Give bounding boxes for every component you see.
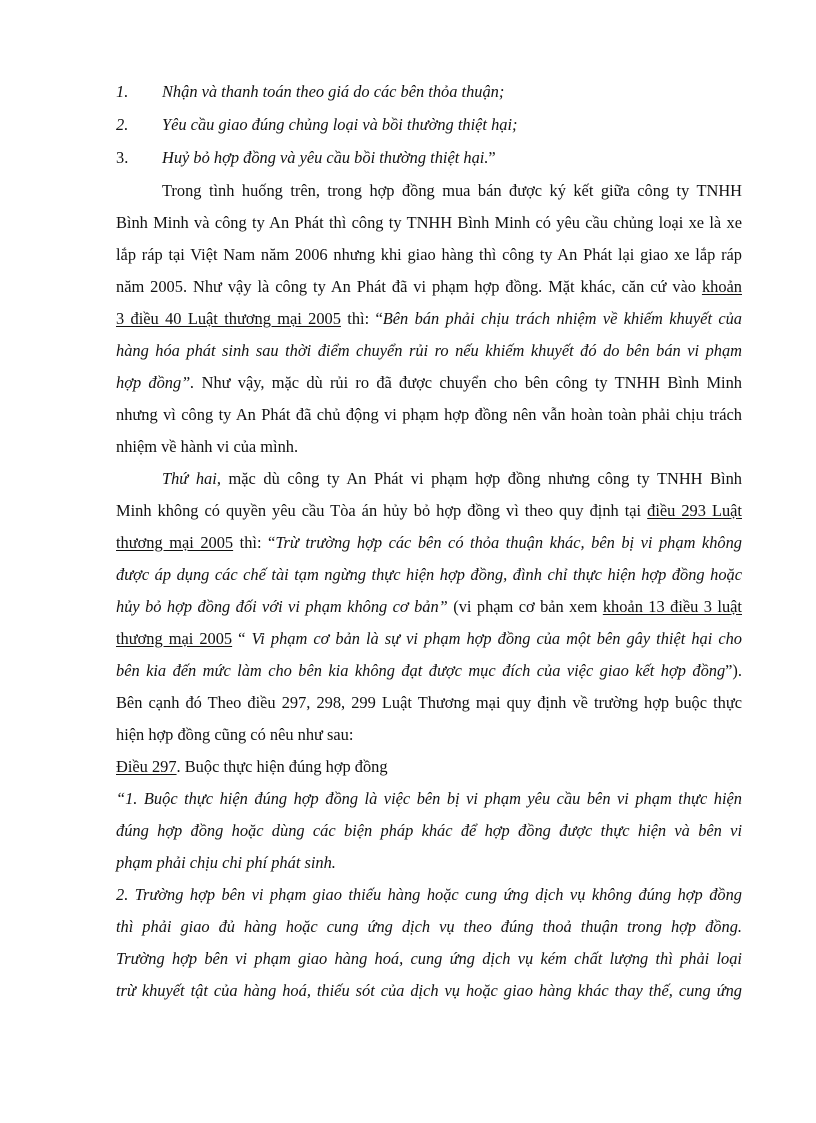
list-number: 3. bbox=[116, 148, 129, 167]
article-heading: Điều 297. Buộc thực hiện đúng hợp đồng bbox=[116, 757, 388, 776]
clause-line: phạm phải chịu chi phí phát sinh. bbox=[116, 853, 336, 872]
paragraph-line: thương mại 2005 “ Vi phạm cơ bản là sự vi phạm hợp đồng của một bên gây thiệt hại cho bbox=[116, 629, 742, 648]
clause-line: đúng hợp đồng hoặc dùng các biện pháp khác để hợp đồng được thực hiện và bên vi bbox=[116, 821, 742, 840]
law-reference-link[interactable]: khoản bbox=[701, 277, 742, 296]
paragraph-line: thương mại 2005 thì: “Trừ trường hợp các bên có thỏa thuận khác, bên bị vi phạm không bbox=[116, 533, 742, 552]
paragraph-line: hủy bỏ hợp đồng đối với vi phạm không cơ bản” (vi phạm cơ bản xem khoản 13 điều 3 luật bbox=[116, 597, 742, 616]
clause-line: thì phải giao đủ hàng hoặc cung ứng dịch vụ theo đúng thoả thuận trong hợp đồng. bbox=[116, 917, 742, 936]
list-item: Yêu cầu giao đúng chủng loại và bồi thường thiệt hại; bbox=[162, 115, 518, 134]
law-reference-link[interactable]: 3 điều 40 Luật thương mại 2005 bbox=[116, 309, 341, 328]
paragraph-line: Bên cạnh đó Theo điều 297, 298, 299 Luật Thương mại quy định về trường hợp buộc thực bbox=[116, 693, 742, 712]
paragraph-line: Thứ hai, mặc dù công ty An Phát vi phạm hợp đồng nhưng công ty TNHH Bình bbox=[162, 469, 742, 488]
law-reference-link[interactable]: khoản 13 điều 3 luật bbox=[602, 597, 742, 616]
paragraph-line: hàng hóa phát sinh sau thời điểm chuyển rủi ro nếu khiếm khuyết đó do bên bán vi phạm bbox=[116, 341, 742, 360]
law-reference-link[interactable]: điều 293 Luật bbox=[647, 501, 742, 520]
paragraph-line: 3 điều 40 Luật thương mại 2005 thì: “Bên bán phải chịu trách nhiệm về khiếm khuyết của bbox=[116, 309, 742, 328]
list-number: 1. bbox=[116, 82, 129, 101]
paragraph-line: hợp đồng”. Như vậy, mặc dù rủi ro đã được chuyển cho bên công ty TNHH Bình Minh bbox=[116, 373, 742, 392]
paragraph-line: bên kia đến mức làm cho bên kia không đạt được mục đích của việc giao kết hợp đồng”). bbox=[116, 661, 742, 680]
article-reference-link[interactable]: Điều 297 bbox=[116, 757, 177, 776]
clause-line: 2. Trường hợp bên vi phạm giao thiếu hàng hoặc cung ứng dịch vụ không đúng hợp đồng bbox=[116, 885, 742, 904]
paragraph-line: năm 2005. Như vậy là công ty An Phát đã vi phạm hợp đồng. Mặt khác, căn cứ vào khoản bbox=[116, 277, 742, 296]
paragraph-line: hiện hợp đồng cũng có nêu như sau: bbox=[116, 725, 354, 744]
list-item: Huỷ bỏ hợp đồng và yêu cầu bồi thường thiệt hại.” bbox=[162, 148, 496, 167]
law-reference-link[interactable]: thương mại 2005 bbox=[116, 629, 233, 648]
clause-line: Trường hợp bên vi phạm giao hàng hoá, cung ứng dịch vụ kém chất lượng thì phải loại bbox=[116, 949, 742, 968]
clause-line: “1. Buộc thực hiện đúng hợp đồng là việc bên bị vi phạm yêu cầu bên vi phạm thực hiện bbox=[116, 789, 742, 808]
paragraph-line: nhưng vì công ty An Phát đã chủ động vi phạm hợp đồng nên vẫn hoàn toàn phải chịu trách bbox=[116, 405, 742, 424]
law-reference-link[interactable]: thương mại 2005 bbox=[116, 533, 234, 552]
paragraph-line: lắp ráp tại Việt Nam năm 2006 nhưng khi giao hàng thì công ty An Phát lại giao xe lắp ráp bbox=[116, 245, 742, 264]
clause-line: trừ khuyết tật của hàng hoá, thiếu sót của dịch vụ hoặc giao hàng khác thay thế, cung ứng bbox=[116, 981, 742, 1000]
list-number: 2. bbox=[116, 115, 129, 134]
paragraph-line: Minh không có quyền yêu cầu Tòa án hủy bỏ hợp đồng vì theo quy định tại điều 293 Luật bbox=[116, 501, 742, 520]
paragraph-line: được áp dụng các chế tài tạm ngừng thực hiện hợp đồng, đình chỉ thực hiện hợp đồng hoặc bbox=[116, 565, 742, 584]
paragraph-line: Trong tình huống trên, trong hợp đồng mua bán được ký kết giữa công ty TNHH bbox=[162, 181, 742, 200]
paragraph-line: nhiệm về hành vi của mình. bbox=[116, 437, 299, 456]
list-item: Nhận và thanh toán theo giá do các bên thỏa thuận; bbox=[162, 82, 505, 101]
paragraph-line: Bình Minh và công ty An Phát thì công ty TNHH Bình Minh có yêu cầu chủng loại xe là xe bbox=[116, 213, 742, 232]
